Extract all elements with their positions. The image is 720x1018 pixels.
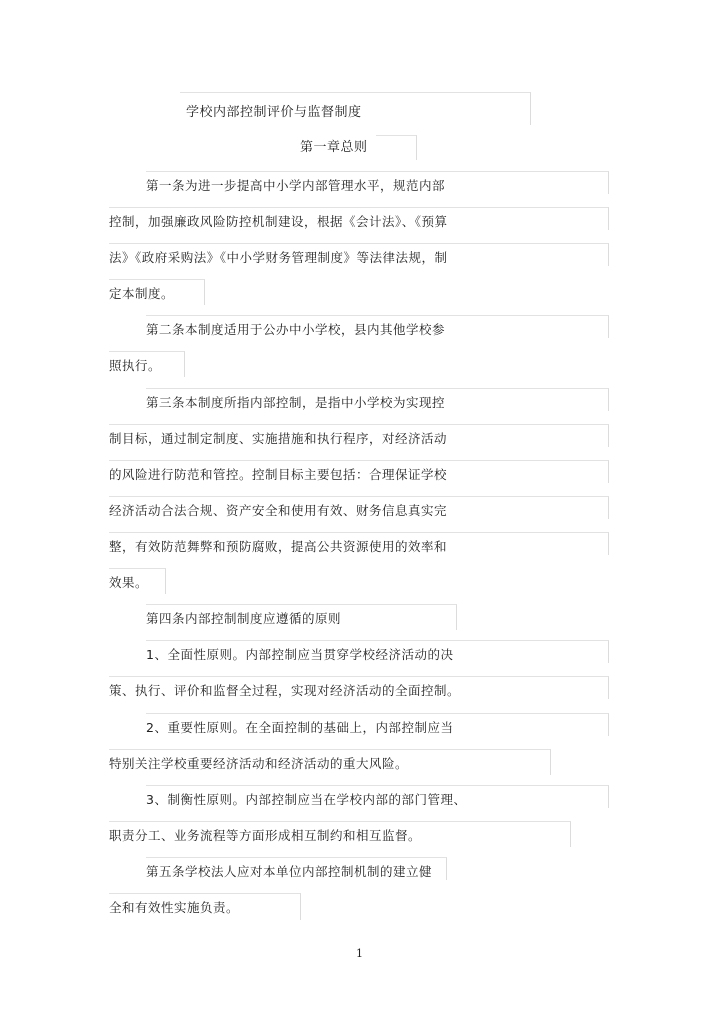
text-line: 1、全面性原则。内部控制应当贯穿学校经济活动的决 xyxy=(146,647,454,662)
text-line: 第五条学校法人应对本单位内部控制机制的建立健 xyxy=(146,864,433,879)
page-number: 1 xyxy=(356,947,363,960)
text-line: 定本制度。 xyxy=(109,286,175,301)
text-line: 的风险进行防范和管控。控制目标主要包括：合理保证学校 xyxy=(109,467,448,482)
text-line: 经济活动合法合规、资产安全和使用有效、财务信息真实完 xyxy=(109,503,448,518)
text-line: 第三条本制度所指内部控制，是指中小学校为实现控 xyxy=(146,395,446,410)
text-line: 照执行。 xyxy=(109,358,162,373)
text-line: 职责分工、业务流程等方面形成相互制约和相互监督。 xyxy=(109,828,422,843)
text-line: 3、制衡性原则。内部控制应当在学校内部的部门管理、 xyxy=(146,792,467,807)
text-line: 整，有效防范舞弊和预防腐败，提高公共资源使用的效率和 xyxy=(109,539,448,554)
text-line: 策、执行、评价和监督全过程，实现对经济活动的全面控制。 xyxy=(109,683,461,698)
text-line: 全和有效性实施负责。 xyxy=(109,900,240,915)
text-line: 制目标，通过制定制度、实施措施和执行程序，对经济活动 xyxy=(109,431,448,446)
document-title: 学校内部控制评价与监督制度 xyxy=(186,105,362,120)
cell-border xyxy=(376,135,417,160)
text-line: 控制，加强廉政风险防控机制建设，根据《会计法》、《预算 xyxy=(109,214,448,229)
text-line: 法》《政府采购法》《中小学财务管理制度》等法律法规，制 xyxy=(109,250,448,265)
text-line: 第四条内部控制制度应遵循的原则 xyxy=(146,611,342,626)
text-line: 2、重要性原则。在全面控制的基础上，内部控制应当 xyxy=(146,720,454,735)
text-line: 特别关注学校重要经济活动和经济活动的重大风险。 xyxy=(109,756,409,771)
text-line: 第二条本制度适用于公办中小学校，县内其他学校参 xyxy=(146,322,446,337)
text-line: 效果。 xyxy=(109,575,149,590)
chapter-heading: 第一章总则 xyxy=(300,140,368,155)
text-line: 第一条为进一步提高中小学内部管理水平，规范内部 xyxy=(146,178,446,193)
